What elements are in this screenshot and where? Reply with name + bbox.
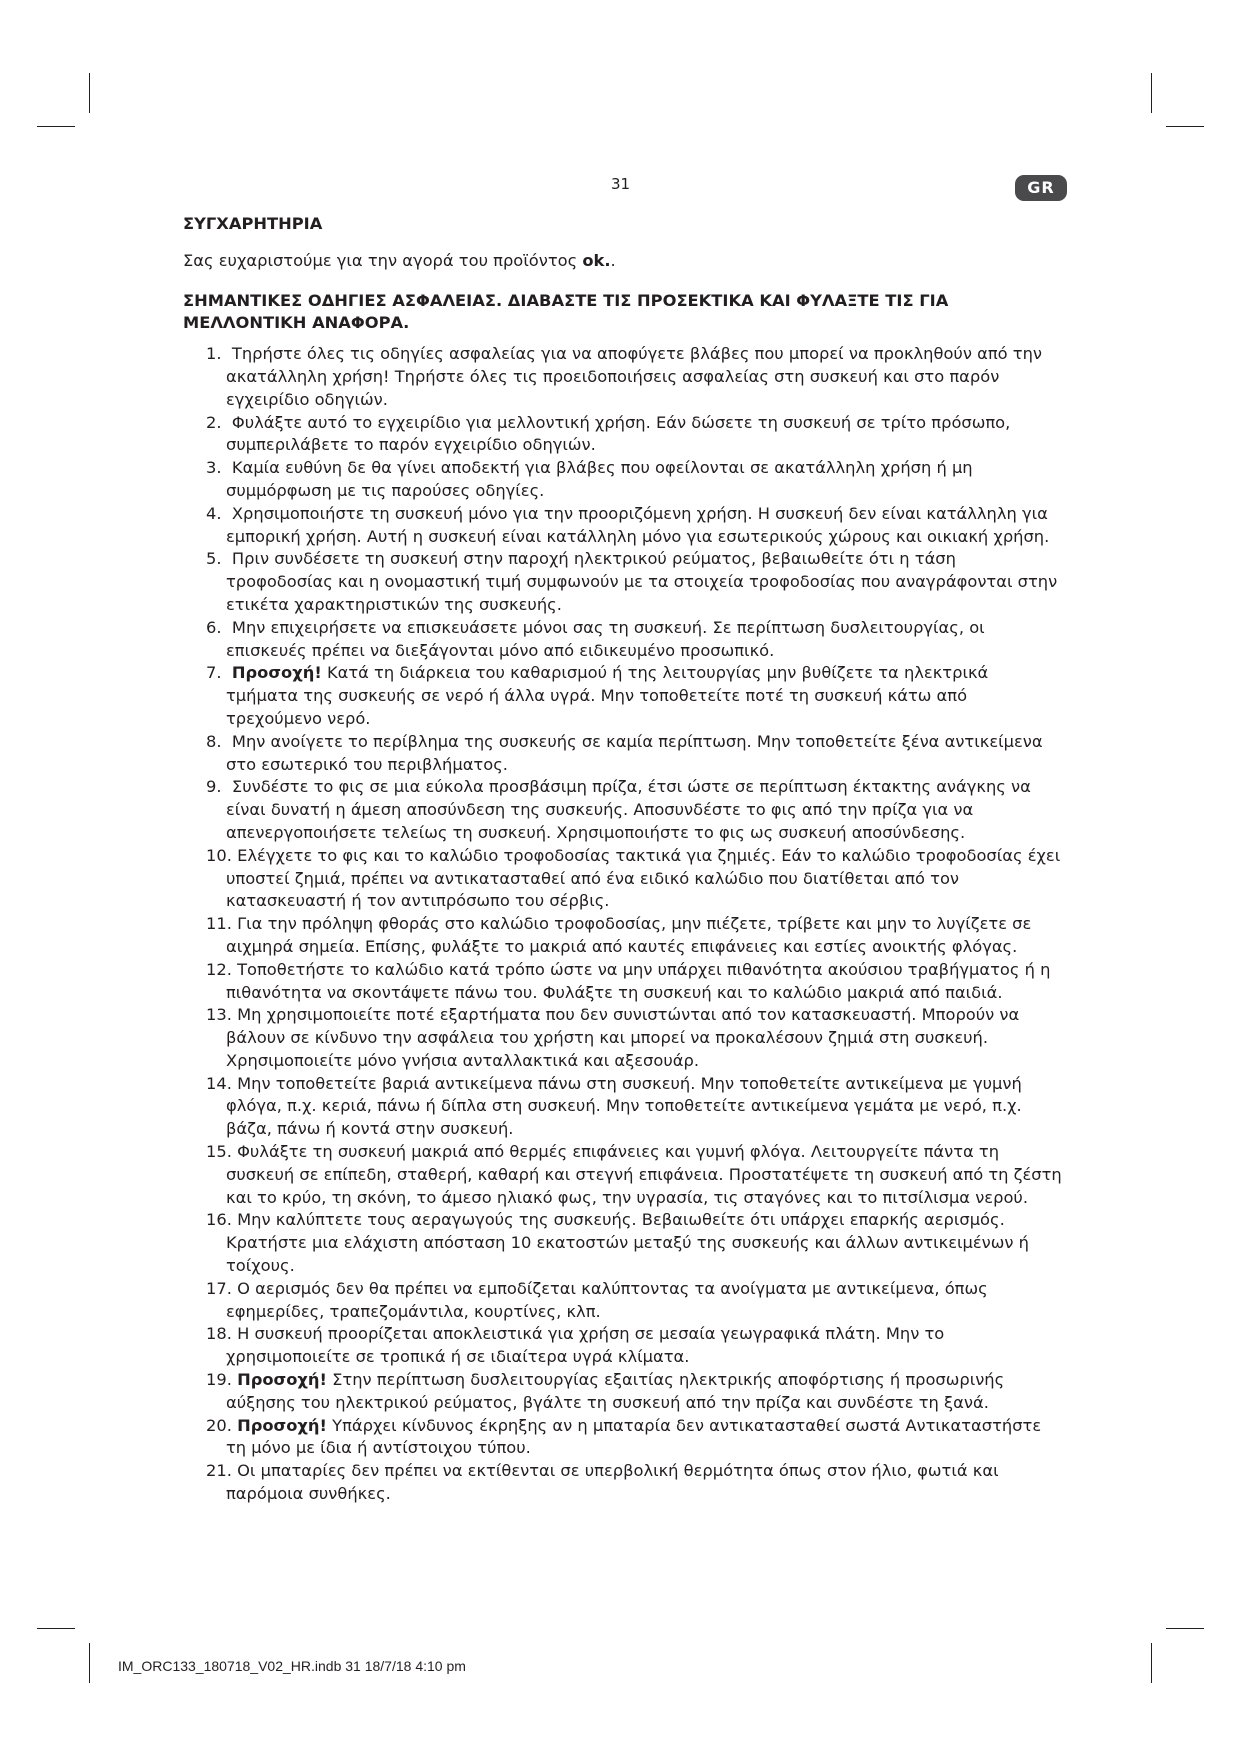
- crop-mark-bottom-left-horizontal: [37, 1628, 75, 1629]
- crop-mark-top-right-horizontal: [1166, 126, 1204, 127]
- item-text: Καμία ευθύνη δε θα γίνει αποδεκτή για βλάβες που οφείλονται σε ακατάλληλη χρήση ή μη συμμόρφωση με τις παρούσες οδηγίες.: [226, 458, 973, 500]
- item-text: Κατά τη διάρκεια του καθαρισμού ή της λειτουργίας μην βυθίζετε τα ηλεκτρικά τμήματα της συσκευής σε νερό ή άλλα υγρά. Μην τοποθετείτε ποτέ τη συσκευή κάτω από τρεχούμενο νερό.: [226, 663, 989, 728]
- warning-label: Προσοχή!: [231, 663, 322, 683]
- item-text: Ο αερισμός δεν θα πρέπει να εμποδίζεται καλύπτοντας τα ανοίγματα με αντικείμενα, όπως εφημερίδες, τραπεζομάντιλα, κουρτίνες, κλπ.: [226, 1278, 988, 1321]
- item-text: Τηρήστε όλες τις οδηγίες ασφαλείας για να αποφύγετε βλάβες που μπορεί να προκληθούν από την ακατάλληλη χρήση! Τηρήστε όλες τις προειδοποιήσεις ασφαλείας στη συσκευή και στο παρόν εγχειρίδιο οδηγιών.: [226, 344, 1042, 409]
- list-item: [183, 1369, 1063, 1415]
- item-text: Υπάρχει κίνδυνος έκρηξης αν η μπαταρία δεν αντικατασταθεί σωστά Αντικαταστήστε τη μόνο με ίδια ή αντίστοιχου τύπου.: [226, 1415, 1042, 1458]
- item-text: Χρησιμοποιήστε τη συσκευή μόνο για την προοριζόμενη χρήση. Η συσκευή δεν είναι κατάλληλη για εμπορική χρήση. Αυτή η συσκευή είναι κατάλληλη μόνο για εσωτερικούς χώρους και οικιακή χρήση.: [226, 503, 1050, 546]
- page-number: 31: [610, 175, 631, 193]
- safety-heading-line2: ΜΕΛΛΟΝΤΙΚΗ ΑΝΑΦΟΡΑ.: [183, 313, 410, 333]
- crop-mark-bottom-left-vertical: [89, 1643, 90, 1683]
- item-number: 1.: [206, 344, 222, 364]
- item-number: 17.: [206, 1278, 232, 1298]
- item-text: Τοποθετήστε το καλώδιο κατά τρόπο ώστε να μην υπάρχει πιθανότητα ακούσιου τραβήγματος ή η πιθανότητα να σκοντάψετε πάνω του. Φυλάξτε τη συσκευή και το καλώδιο μακριά από παιδιά.: [226, 959, 1051, 1002]
- item-text: Ελέγχετε το φις και το καλώδιο τροφοδοσίας τακτικά για ζημιές. Εάν το καλώδιο τροφοδοσίας έχει υποστεί ζημιά, πρέπει να αντικατασταθεί από ένα ειδικό καλώδιο που διατίθεται από τον κατασκευαστή ή τον αντιπρόσωπο του σέρβις.: [226, 845, 1061, 911]
- crop-mark-top-left-horizontal: [37, 126, 75, 127]
- print-slug-footer: IM_ORC133_180718_V02_HR.indb 31 18/7/18 4:10 pm: [118, 1658, 466, 1674]
- list-item: [183, 959, 1063, 1005]
- item-number: 13.: [206, 1005, 232, 1025]
- item-text: Για την πρόληψη φθοράς στο καλώδιο τροφοδοσίας, μην πιέζετε, τρίβετε και μην το λυγίζετε σε αιχμηρά σημεία. Επίσης, φυλάξτε το μακριά από καυτές επιφάνειες και εστίες ανοικτής φλόγας.: [226, 914, 1032, 956]
- page-heading: ΣΥΓΧΑΡΗΤΗΡΙΑ: [183, 214, 323, 233]
- list-item: [183, 731, 1063, 777]
- warning-label: Προσοχή!: [237, 1370, 327, 1390]
- item-text: Μην ανοίγετε το περίβλημα της συσκευής σε καμία περίπτωση. Μην τοποθετείτε ξένα αντικείμενα στο εσωτερικό του περιβλήματος.: [226, 731, 1043, 774]
- safety-heading-line1: ΣΗΜΑΝΤΙΚΕΣ ΟΔΗΓΙΕΣ ΑΣΦΑΛΕΙΑΣ. ΔΙΑΒΑΣΤΕ ΤΙΣ ΠΡΟΣΕΚΤΙΚΑ ΚΑΙ ΦΥΛΑΞΤΕ ΤΙΣ ΓΙΑ: [183, 290, 949, 310]
- item-number: 5.: [206, 549, 222, 569]
- item-number: 12.: [206, 959, 232, 979]
- list-item: [183, 776, 1063, 844]
- list-item: [183, 913, 1063, 959]
- item-number: 15.: [206, 1142, 232, 1162]
- item-number: 6.: [206, 617, 222, 637]
- list-item: [183, 1415, 1063, 1461]
- item-text: Φυλάξτε τη συσκευή μακριά από θερμές επιφάνειες και γυμνή φλόγα. Λειτουργείτε πάντα τη συσκευή σε επίπεδη, σταθερή, καθαρή και στεγνή επιφάνεια. Προστατέψετε τη συσκευή από τη ζέστη και το κρύο, τη σκόνη, το άμεσο ηλιακό φως, την υγρασία, τις σταγόνες και το πιτσίλισμα νερού.: [226, 1142, 1062, 1207]
- brand-name: ok.: [582, 250, 611, 270]
- list-item: [183, 1209, 1063, 1277]
- thanks-line: [183, 250, 1063, 273]
- list-item: [183, 1073, 1063, 1141]
- crop-mark-top-left-vertical: [89, 73, 90, 113]
- item-text: Οι μπαταρίες δεν πρέπει να εκτίθενται σε υπερβολική θερμότητα όπως στον ήλιο, φωτιά και παρόμοια συνθήκες.: [226, 1461, 999, 1504]
- item-text: Φυλάξτε αυτό το εγχειρίδιο για μελλοντική χρήση. Εάν δώσετε τη συσκευή σε τρίτο πρόσωπο, συμπεριλάβετε το παρόν εγχειρίδιο οδηγιών.: [226, 412, 1011, 455]
- safety-instructions-list: [183, 343, 1063, 1506]
- item-text: Μη χρησιμοποιείτε ποτέ εξαρτήματα που δεν συνιστώνται από τον κατασκευαστή. Μπορούν να βάλουν σε κίνδυνο την ασφάλεια του χρήστη και μπορεί να προκαλέσουν ζημιά στη συσκευή. Χρησιμοποιείτε μόνο γνήσια ανταλλακτικά και αξεσουάρ.: [226, 1005, 1020, 1070]
- thanks-suffix: .: [610, 250, 616, 270]
- item-text: Μην καλύπτετε τους αεραγωγούς της συσκευής. Βεβαιωθείτε ότι υπάρχει επαρκής αερισμός. Κρατήστε μια ελάχιστη απόσταση 10 εκατοστών μεταξύ της συσκευής και άλλων αντικειμένων ή τοίχους.: [226, 1210, 1029, 1276]
- item-number: 10.: [206, 845, 232, 865]
- list-item: [183, 1004, 1063, 1072]
- item-number: 20.: [206, 1415, 232, 1435]
- item-number: 3.: [206, 458, 222, 478]
- list-item: [183, 343, 1063, 411]
- list-item: [183, 548, 1063, 616]
- item-text: Πριν συνδέσετε τη συσκευή στην παροχή ηλεκτρικού ρεύματος, βεβαιωθείτε ότι η τάση τροφοδοσίας και η ονομαστική τιμή συμφωνούν με τα στοιχεία τροφοδοσίας που αναγράφονται στην ετικέτα χαρακτηριστικών της συσκευής.: [226, 549, 1058, 614]
- item-number: 4.: [206, 503, 222, 523]
- item-text: Συνδέστε το φις σε μια εύκολα προσβάσιμη πρίζα, έτσι ώστε σε περίπτωση έκτακτης ανάγκης να είναι δυνατή η άμεση αποσύνδεση της συσκευής. Αποσυνδέστε το φις από την πρίζα για να απενεργοποιήσετε τελείως τη συσκευή. Χρησιμοποιήστε το φις ως συσκευή αποσύνδεσης.: [226, 777, 1031, 842]
- crop-mark-bottom-right-vertical: [1151, 1643, 1152, 1683]
- thanks-prefix: Σας ευχαριστούμε για την αγορά του προϊόντος: [183, 250, 583, 270]
- item-text: Η συσκευή προορίζεται αποκλειστικά για χρήση σε μεσαία γεωγραφικά πλάτη. Μην το χρησιμοποιείτε σε τροπικά ή σε ιδιαίτερα υγρά κλίματα.: [226, 1324, 945, 1367]
- list-item: [183, 617, 1063, 663]
- safety-heading: [183, 290, 1063, 336]
- item-number: 2.: [206, 412, 222, 432]
- list-item: [183, 1278, 1063, 1324]
- item-number: 19.: [206, 1370, 232, 1390]
- item-number: 21.: [206, 1461, 232, 1481]
- item-number: 9.: [206, 777, 222, 797]
- list-item: [183, 1141, 1063, 1209]
- item-number: 7.: [206, 663, 222, 683]
- document-body: [183, 213, 1063, 1506]
- item-number: 18.: [206, 1324, 232, 1344]
- item-number: 11.: [206, 914, 232, 934]
- item-text: Μην επιχειρήσετε να επισκευάσετε μόνοι σας τη συσκευή. Σε περίπτωση δυσλειτουργίας, οι επισκευές πρέπει να διεξάγονται μόνο από ειδικευμένο προσωπικό.: [226, 617, 985, 660]
- list-item: [183, 457, 1063, 503]
- list-item: [183, 1323, 1063, 1369]
- item-number: 8.: [206, 731, 222, 751]
- language-badge: GR: [1015, 175, 1067, 201]
- list-item: [183, 845, 1063, 913]
- crop-mark-top-right-vertical: [1151, 73, 1152, 113]
- item-number: 16.: [206, 1210, 232, 1230]
- list-item: [183, 503, 1063, 549]
- item-text: Μην τοποθετείτε βαριά αντικείμενα πάνω στη συσκευή. Μην τοποθετείτε αντικείμενα με γυμνή φλόγα, π.χ. κεριά, πάνω ή δίπλα στη συσκευή. Μην τοποθετείτε αντικείμενα γεμάτα με νερό, π.χ. βάζα, πάνω ή κοντά στην συσκευή.: [226, 1073, 1022, 1139]
- crop-mark-bottom-right-horizontal: [1166, 1628, 1204, 1629]
- list-item: [183, 662, 1063, 730]
- list-item: [183, 1460, 1063, 1506]
- item-text: Στην περίπτωση δυσλειτουργίας εξαιτίας ηλεκτρικής αποφόρτισης ή προσωρινής αύξησης του ηλεκτρικού ρεύματος, βγάλτε τη συσκευή από την πρίζα και συνδέστε τη ξανά.: [226, 1370, 1005, 1412]
- item-number: 14.: [206, 1073, 232, 1093]
- list-item: [183, 412, 1063, 458]
- warning-label: Προσοχή!: [237, 1415, 327, 1435]
